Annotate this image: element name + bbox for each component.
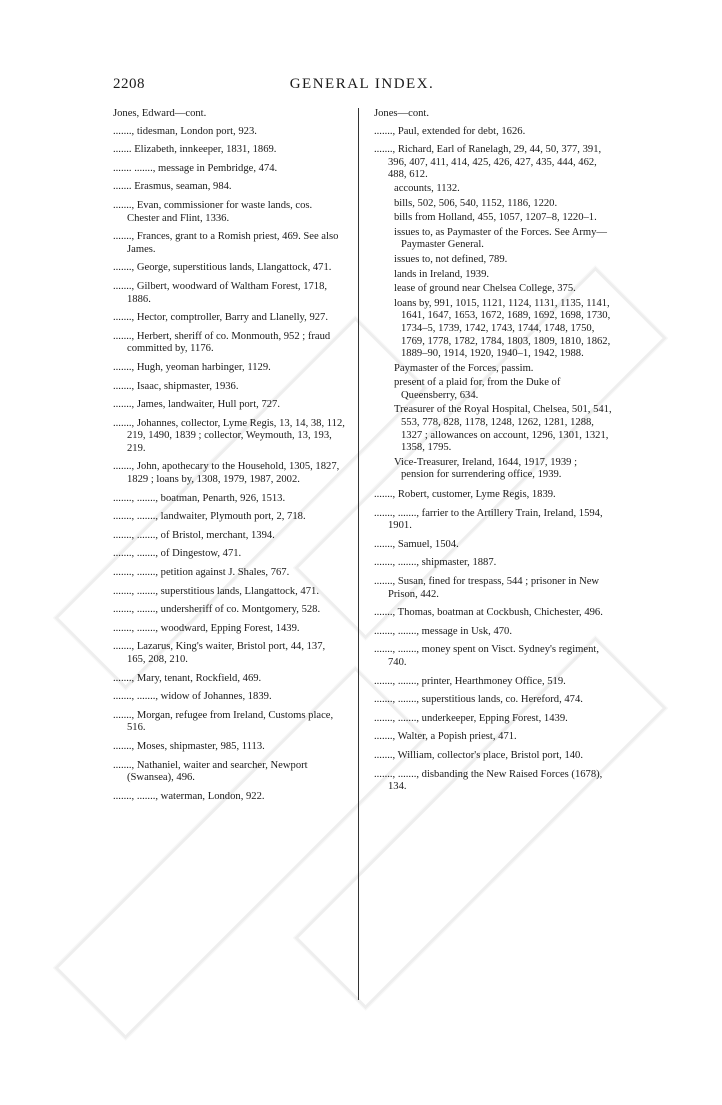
left-column bbox=[113, 108, 346, 809]
page-header bbox=[113, 76, 611, 96]
index-entry: ....... ......., message in Pembridge, 474. bbox=[113, 162, 278, 174]
index-entry: ......., ......., money spent on Visct. Sydney's regiment, 740. bbox=[374, 644, 599, 668]
index-subentry: Vice-Treasurer, Ireland, 1644, 1917, 1939 ; pension for surrendering office, 1939. bbox=[394, 456, 578, 481]
index-entry: ......., George, superstitious lands, Llangattock, 471. bbox=[113, 262, 332, 274]
index-entry: ......., Paul, extended for debt, 1626. bbox=[374, 125, 526, 137]
index-entry: ......., ......., boatman, Penarth, 926, 1513. bbox=[113, 492, 286, 504]
index-entry: ......., Johannes, collector, Lyme Regis, 13, 14, 38, 112, 219, 1490, 1839 ; collector, Weymouth, 13, 193, 219. bbox=[113, 417, 345, 454]
index-subentry: bills, 502, 506, 540, 1152, 1186, 1220. bbox=[394, 197, 558, 209]
index-subentry: bills from Holland, 455, 1057, 1207–8, 1220–1. bbox=[394, 212, 597, 224]
index-subentry: lands in Ireland, 1939. bbox=[394, 268, 490, 280]
index-entry: ......., ......., waterman, London, 922. bbox=[113, 790, 265, 802]
index-entry: ......., Moses, shipmaster, 985, 1113. bbox=[113, 740, 265, 752]
index-entry: ......., Evan, commissioner for waste lands, cos. Chester and Flint, 1336. bbox=[113, 199, 313, 224]
page-number: 2208 bbox=[113, 76, 145, 92]
index-entry: ......., ......., superstitious lands, co. Hereford, 474. bbox=[374, 694, 583, 706]
index-entry: ......., ......., undersheriff of co. Montgomery, 528. bbox=[113, 604, 321, 616]
index-entry: ......., Hector, comptroller, Barry and Llanelly, 927. bbox=[113, 312, 328, 324]
index-entry: ......., James, landwaiter, Hull port, 727. bbox=[113, 399, 280, 411]
index-entry: ......., Susan, fined for trespass, 544 ; prisoner in New Prison, 442. bbox=[374, 576, 600, 600]
index-subentry: Paymaster of the Forces, passim. bbox=[394, 362, 534, 374]
index-entry: ......., tidesman, London port, 923. bbox=[113, 125, 257, 137]
index-subentry: loans by, 991, 1015, 1121, 1124, 1131, 1135, 1141, 1641, 1647, 1653, 1672, 1689, 1692, 1698, 1730, 1734–5, 1739, 1742, 1743, 1744, 1748, 1750, 1769, 1778, 1782, 1784, 1803, 1809, 1810, 1862, 1889–90, 1914, 1920, 1940–1, 1942, 1988. bbox=[394, 297, 611, 360]
index-subentry: issues to, not defined, 789. bbox=[394, 253, 508, 265]
index-entry: ......., Herbert, sheriff of co. Monmouth, 952 ; fraud committed by, 1176. bbox=[113, 330, 331, 355]
index-subentry: Treasurer of the Royal Hospital, Chelsea, 501, 541, 553, 778, 828, 1178, 1248, 1262, 1281, 1288, 1327 ; allowances on account, 1296, 1301, 1321, 1358, 1795. bbox=[394, 404, 612, 454]
index-entry: ......., ......., message in Usk, 470. bbox=[374, 625, 513, 637]
index-subentry: issues to, as Paymaster of the Forces. See Army—Paymaster General. bbox=[394, 226, 608, 251]
index-entry: ......., Thomas, boatman at Cockbush, Chichester, 496. bbox=[374, 607, 603, 619]
index-entry: ......., ......., shipmaster, 1887. bbox=[374, 557, 497, 569]
index-entry: ......., ......., woodward, Epping Forest, 1439. bbox=[113, 622, 300, 634]
column-heading: Jones, Edward—cont. bbox=[113, 108, 207, 119]
index-entry: ......., Walter, a Popish priest, 471. bbox=[374, 731, 517, 743]
index-entry: ......., Richard, Earl of Ranelagh, 29, 44, 50, 377, 391, 396, 407, 411, 414, 425, 426, 427, 435, 444, 462, 488, 612. bbox=[374, 144, 602, 181]
index-entry: ......., Hugh, yeoman harbinger, 1129. bbox=[113, 361, 271, 373]
index-entry: ......., John, apothecary to the Household, 1305, 1827, 1829 ; loans by, 1308, 1979, 1987, 2002. bbox=[113, 461, 340, 486]
index-entry: ......., Morgan, refugee from Ireland, Customs place, 516. bbox=[113, 709, 334, 734]
index-entry: ......., ......., of Bristol, merchant, 1394. bbox=[113, 529, 275, 541]
index-entry: ......., Mary, tenant, Rockfield, 469. bbox=[113, 672, 262, 684]
index-entry: ......., ......., printer, Hearthmoney Office, 519. bbox=[374, 675, 566, 687]
column-divider bbox=[358, 108, 359, 1000]
page-title: GENERAL INDEX. bbox=[289, 76, 435, 92]
index-entry: ....... Erasmus, seaman, 984. bbox=[113, 181, 232, 193]
index-entry: ......., Frances, grant to a Romish priest, 469. See also James. bbox=[113, 231, 339, 255]
index-subentry: present of a plaid for, from the Duke of Queensberry, 634. bbox=[394, 377, 561, 401]
index-entry: ......., ......., petition against J. Shales, 767. bbox=[113, 567, 290, 579]
index-entry: ......., Gilbert, woodward of Waltham Forest, 1718, 1886. bbox=[113, 280, 328, 305]
index-entry: ......., Lazarus, King's waiter, Bristol port, 44, 137, 165, 208, 210. bbox=[113, 641, 326, 665]
right-column bbox=[374, 108, 612, 800]
column-heading: Jones—cont. bbox=[374, 108, 430, 119]
index-entry: ......., Samuel, 1504. bbox=[374, 538, 459, 550]
index-entry: ......., ......., underkeeper, Epping Forest, 1439. bbox=[374, 712, 568, 724]
index-entry: ......., ......., disbanding the New Raised Forces (1678), 134. bbox=[374, 768, 603, 793]
index-subentry: accounts, 1132. bbox=[394, 182, 460, 194]
index-entry: ......., ......., landwaiter, Plymouth port, 2, 718. bbox=[113, 511, 306, 523]
index-entry: ......., ......., farrier to the Artillery Train, Ireland, 1594, 1901. bbox=[374, 507, 603, 532]
index-entry: ......., ......., superstitious lands, Llangattock, 471. bbox=[113, 585, 319, 597]
index-entry: ......., Isaac, shipmaster, 1936. bbox=[113, 380, 239, 392]
index-entry: ......., Nathaniel, waiter and searcher, Newport (Swansea), 496. bbox=[113, 759, 308, 784]
index-subentry: lease of ground near Chelsea College, 375. bbox=[394, 283, 576, 295]
index-entry: ......., Robert, customer, Lyme Regis, 1839. bbox=[374, 489, 556, 501]
index-entry: ....... Elizabeth, innkeeper, 1831, 1869. bbox=[113, 144, 277, 156]
index-entry: ......., ......., widow of Johannes, 1839. bbox=[113, 691, 272, 703]
index-entry: ......., William, collector's place, Bristol port, 140. bbox=[374, 749, 584, 761]
index-entry: ......., ......., of Dingestow, 471. bbox=[113, 548, 242, 560]
